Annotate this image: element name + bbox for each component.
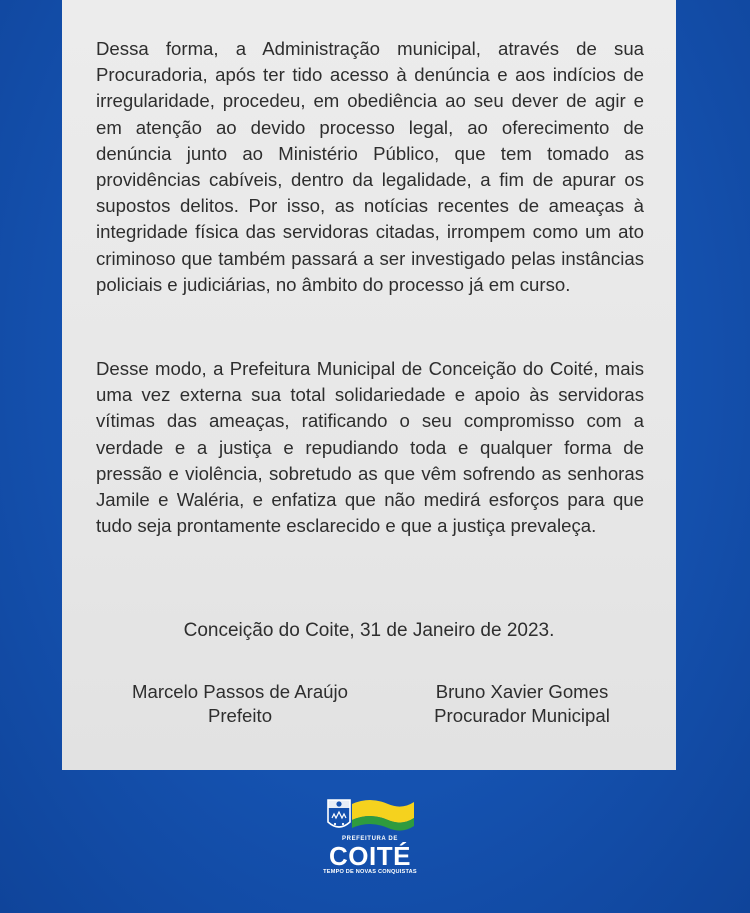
logo-prefeitura-text: PREFEITURA DE — [342, 836, 398, 842]
signatory-role: Prefeito — [207, 705, 273, 726]
signatory-role: Procurador Municipal — [434, 705, 610, 726]
logo-tagline: TEMPO DE NOVAS CONQUISTAS — [323, 869, 417, 875]
date-line: Conceição do Coite, 31 de Janeiro de 2023. — [183, 620, 555, 641]
logo-coite-text: COITÉ — [329, 841, 411, 871]
coite-logo — [320, 796, 420, 880]
signatory-name: Bruno Xavier Gomes — [435, 681, 609, 702]
signatory-name: Marcelo Passos de Araújo — [131, 681, 348, 702]
flag-emblem-icon — [326, 796, 416, 836]
signature-attorney — [402, 680, 642, 728]
paragraph-1: Dessa forma, a Administração municipal, através de sua Procuradoria, após ter tido acesso à denúncia e aos indícios de irregularidade, procedeu, em obediência ao seu dever de agir e em atenção ao devido processo legal, ao oferecimento de denúncia junto ao Ministério Público, que tem tomado as providências cabíveis, dentro da legalidade, a fim de apurar os supostos delitos. Por isso, as notícias recentes de ameaças à integridade física das servidoras citadas, irrompem como um ato criminoso que também passará a ser investigado pelas instâncias policiais e judiciárias, no âmbito do processo já em curso. — [96, 38, 644, 295]
signature-mayor — [110, 680, 370, 728]
document-sheet — [62, 0, 676, 770]
paragraph-2: Desse modo, a Prefeitura Municipal de Conceição do Coité, mais uma vez externa sua total solidariedade e apoio às servidoras vítimas das ameaças, ratificando o seu compromisso com a verdade e a justiça e repudiando toda e qualquer forma de pressão e violência, sobretudo as que vêm sofrendo as senhoras Jamile e Waléria, e enfatiza que não medirá esforços para que tudo seja prontamente esclarecido e que a justiça prevaleça. — [96, 358, 644, 537]
